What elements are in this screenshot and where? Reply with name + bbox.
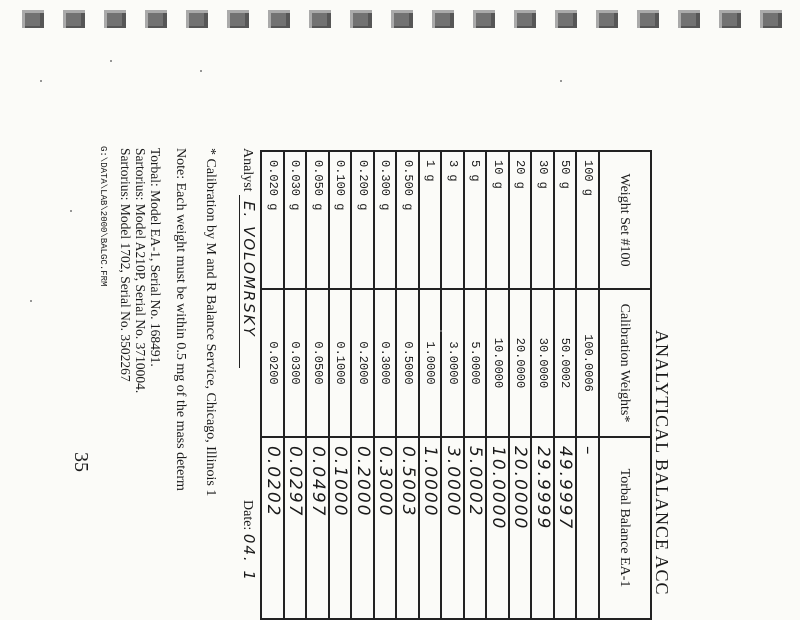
torbal-reading-cell: 0.3000 [374, 437, 397, 619]
scan-speck [40, 80, 42, 82]
header-weight-set: Weight Set #100 [599, 151, 651, 289]
table-row [509, 151, 532, 619]
table-row [577, 151, 600, 619]
calibration-cell: 0.0500 [307, 289, 330, 437]
date-value: 04. 1 [240, 533, 258, 582]
calibration-cell: 0.5000 [397, 289, 420, 437]
table-row [532, 151, 555, 619]
balance-line-sartorius-a210p: Sartorius: Model A210P, Serial No. 3710004. [133, 148, 148, 394]
calibration-cell: 0.2000 [352, 289, 375, 437]
calibration-cell: 10.0000 [487, 289, 510, 437]
table-row [464, 151, 487, 619]
torbal-reading-cell: 1.0000 [419, 437, 442, 619]
calibration-footnote: * Calibration by M and R Balance Service, Chicago, Illinois 1 [203, 148, 218, 497]
weight-cell: 5 g [464, 151, 487, 289]
scan-speck [200, 70, 202, 72]
weight-cell: 0.030 g [284, 151, 307, 289]
table-row [419, 151, 442, 619]
date-line [239, 500, 258, 582]
header-calibration-weights: Calibration Weights* [599, 289, 651, 437]
torbal-reading-cell: 49.9997 [554, 437, 577, 619]
torbal-reading-cell: 20.0000 [509, 437, 532, 619]
weight-cell: 0.200 g [352, 151, 375, 289]
table-row [397, 151, 420, 619]
calibration-table [261, 150, 653, 620]
scan-speck [110, 60, 112, 62]
torbal-reading-cell: 0.5003 [397, 437, 420, 619]
calibration-cell: 20.0000 [509, 289, 532, 437]
weight-cell: 0.300 g [374, 151, 397, 289]
torbal-reading-cell: 29.9999 [532, 437, 555, 619]
scan-speck [30, 300, 32, 302]
table-row [374, 151, 397, 619]
calibration-cell: 5.0000 [464, 289, 487, 437]
torbal-reading-cell: – [577, 437, 600, 619]
document-title: ANALYTICAL BALANCE ACC [652, 330, 672, 596]
table-row [352, 151, 375, 619]
calibration-cell: 0.0200 [262, 289, 285, 437]
table-row [442, 151, 465, 619]
torbal-reading-cell: 0.1000 [329, 437, 352, 619]
table-row [284, 151, 307, 619]
table-row [487, 151, 510, 619]
page-number: 35 [70, 452, 92, 472]
weight-cell: 0.100 g [329, 151, 352, 289]
weight-cell: 3 g [442, 151, 465, 289]
torbal-reading-cell: 10.0000 [487, 437, 510, 619]
calibration-cell: 0.0300 [284, 289, 307, 437]
weight-cell: 30 g [532, 151, 555, 289]
torbal-reading-cell: 3.0000 [442, 437, 465, 619]
analyst-line [239, 148, 258, 368]
torbal-reading-cell: 0.0497 [307, 437, 330, 619]
table-row [554, 151, 577, 619]
date-label: Date: [240, 500, 255, 531]
tolerance-note: Note: Each weight must be within 0.5 mg of the mass determ [173, 148, 188, 491]
weight-cell: 0.500 g [397, 151, 420, 289]
balance-line-torbal: Torbal: Model EA-1, Serial No. 168491. [148, 148, 163, 367]
weight-cell: 0.050 g [307, 151, 330, 289]
calibration-cell: 50.0002 [554, 289, 577, 437]
balance-line-sartorius-1702: Sartorius: Model 1702, Serial No. 3502267 [118, 148, 133, 382]
analyst-signature: E. VOLOMRSKY [239, 195, 258, 368]
scan-speck [70, 210, 72, 212]
table-row [262, 151, 285, 619]
weight-cell: 10 g [487, 151, 510, 289]
weight-cell: 0.020 g [262, 151, 285, 289]
calibration-cell: 0.3000 [374, 289, 397, 437]
calibration-table-wrapper [261, 150, 653, 620]
weight-cell: 100 g [577, 151, 600, 289]
torbal-reading-cell: 0.0297 [284, 437, 307, 619]
torbal-reading-cell: 0.0202 [262, 437, 285, 619]
torbal-reading-cell: 0.2000 [352, 437, 375, 619]
calibration-cell: 30.0000 [532, 289, 555, 437]
scan-speck [560, 80, 562, 82]
table-row [307, 151, 330, 619]
table-header-row [599, 151, 651, 619]
calibration-cell: 1.0000 [419, 289, 442, 437]
table-body [262, 151, 600, 619]
calibration-cell: 0.1000 [329, 289, 352, 437]
header-torbal-balance: Torbal Balance EA-1 [599, 437, 651, 619]
calibration-cell: 100.0006 [577, 289, 600, 437]
file-path: G:\DATA\LAB\2000\BALGC.FRM [98, 146, 108, 287]
table-row [329, 151, 352, 619]
weight-cell: 50 g [554, 151, 577, 289]
calibration-cell: 3.0000 [442, 289, 465, 437]
weight-cell: 1 g [419, 151, 442, 289]
torbal-reading-cell: 5.0002 [464, 437, 487, 619]
weight-cell: 20 g [509, 151, 532, 289]
scan-speck [440, 330, 442, 332]
analyst-label: Analyst [240, 148, 255, 192]
